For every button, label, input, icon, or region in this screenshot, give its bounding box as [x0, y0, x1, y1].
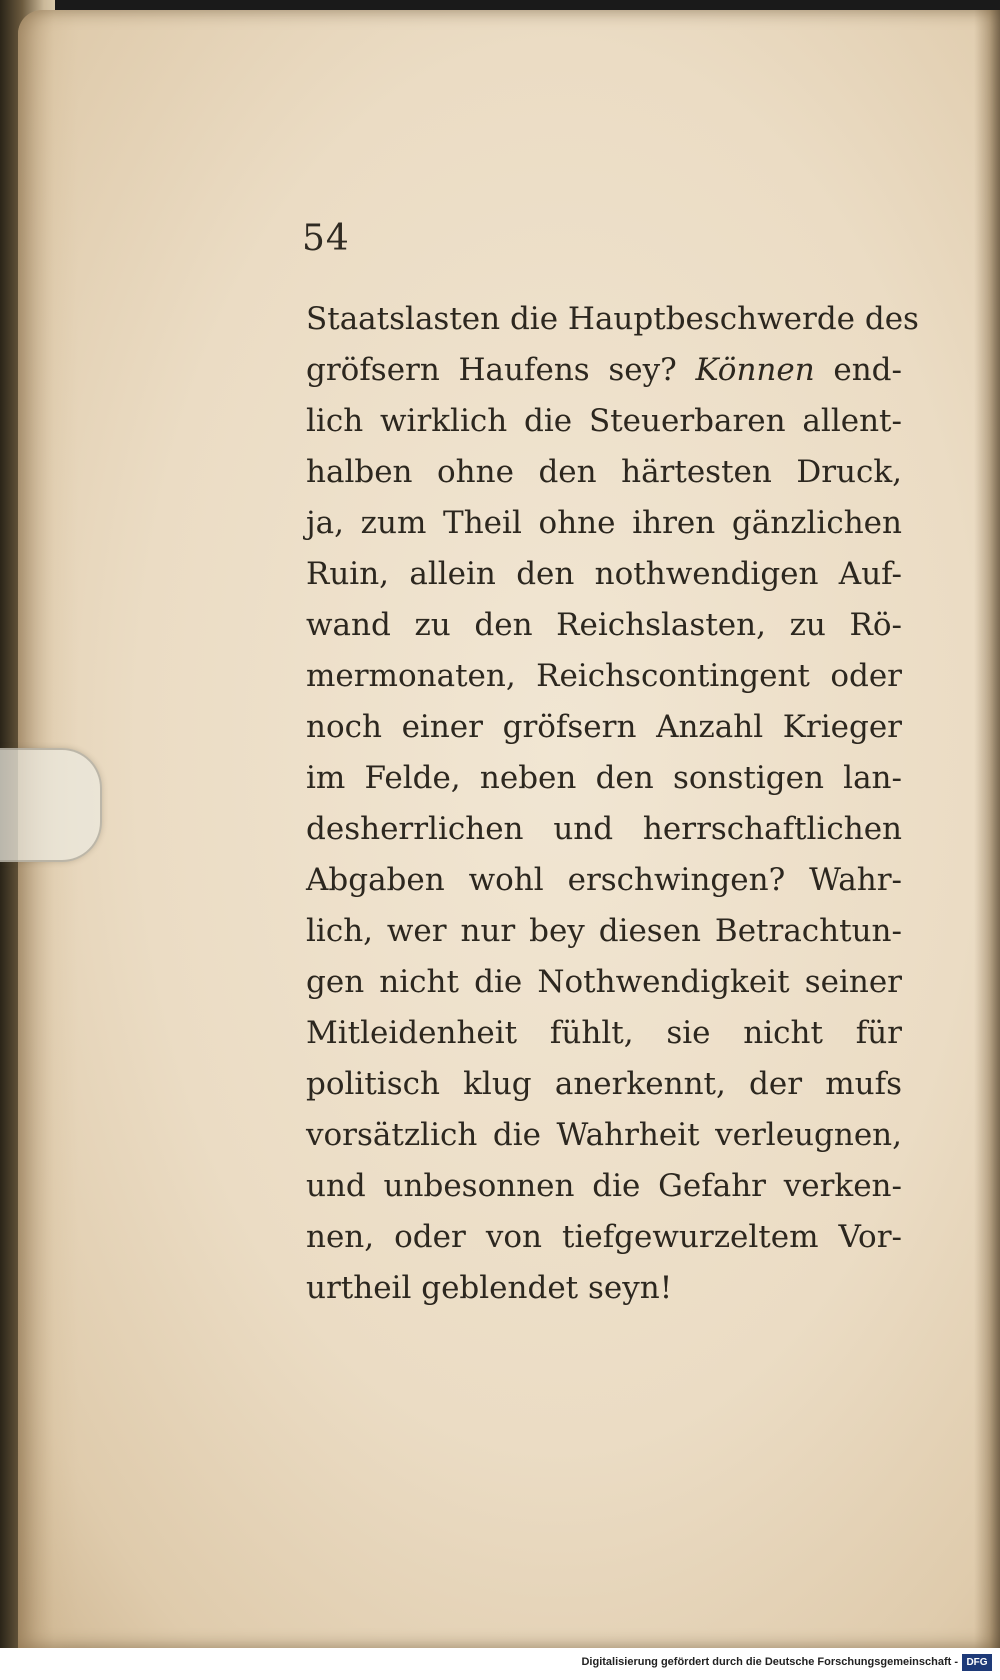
text-line: lich, wer nur bey diesen Betrachtun- [306, 913, 902, 949]
text-line: gen nicht die Nothwendigkeit seiner [306, 964, 902, 1000]
text-line: noch einer gröfsern Anzahl Krieger [306, 709, 902, 745]
paper-slip-bookmark [0, 748, 102, 862]
text-line: lich wirklich die Steuerbaren allent- [306, 403, 902, 439]
text-line: ja, zum Theil ohne ihren gänzlichen [306, 505, 902, 541]
dfg-logo-icon: DFG [962, 1654, 992, 1671]
text-line [306, 345, 902, 396]
text-line: wand zu den Reichslasten, zu Rö- [306, 607, 902, 643]
text-line: politisch klug anerkennt, der mufs [306, 1066, 902, 1102]
page-edge-shadow-right [974, 10, 1000, 1648]
text-line: Mitleidenheit fühlt, sie nicht für [306, 1015, 902, 1051]
text-line: mermonaten, Reichscontingent oder [306, 658, 902, 694]
text-line: vorsätzlich die Wahrheit verleugnen, [306, 1117, 902, 1153]
text-line: und unbesonnen die Gefahr verken- [306, 1168, 902, 1204]
page-number: 54 [302, 218, 350, 259]
text-line: desherrlichen und herrschaftlichen [306, 811, 902, 847]
text-line: halben ohne den härtesten Druck, [306, 454, 902, 490]
text-line: Ruin, allein den nothwendigen Auf- [306, 556, 902, 592]
funding-credit: Digitalisierung gefördert durch die Deutsche Forschungsgemeinschaft - [581, 1656, 958, 1668]
text-line: urtheil geblendet seyn! [306, 1270, 673, 1306]
text-line: im Felde, neben den sonstigen lan- [306, 760, 902, 796]
text-line: Abgaben wohl erschwingen? Wahr- [306, 862, 902, 898]
body-text [306, 294, 919, 1314]
text-segment: end- [833, 352, 903, 388]
text-line: nen, oder von tiefgewurzeltem Vor- [306, 1219, 902, 1255]
text-line: Staatslasten die Hauptbeschwerde des [306, 301, 919, 337]
text-segment: gröfsern Haufens sey? [306, 352, 677, 388]
emphasized-word: Können [695, 352, 815, 388]
footer-bar [0, 1648, 1000, 1680]
